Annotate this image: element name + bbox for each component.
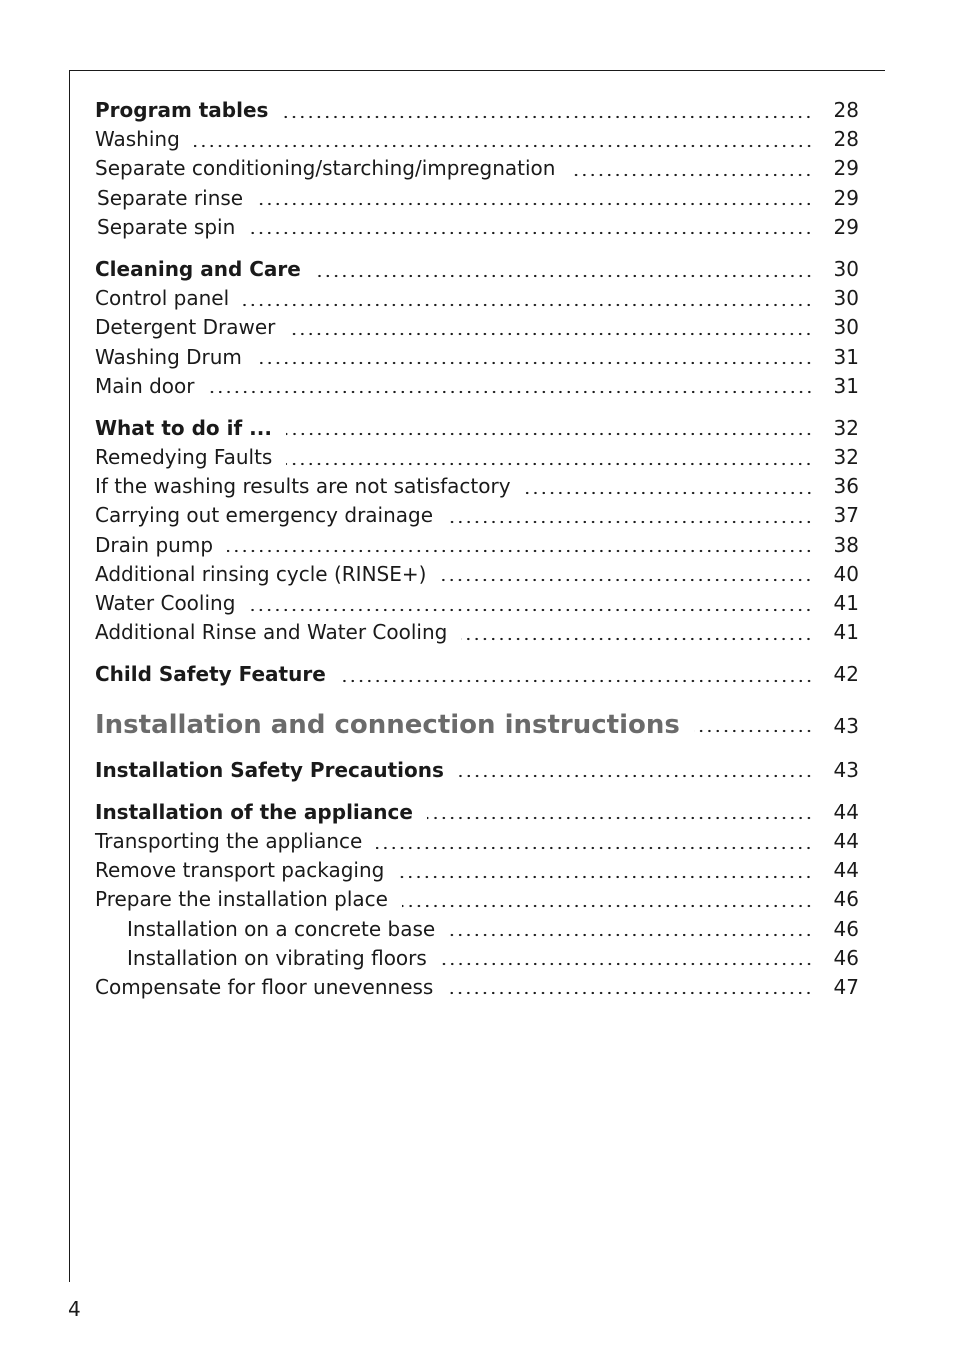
toc-entry-page: 30 (833, 286, 859, 311)
toc-entry[interactable] (95, 125, 859, 154)
toc-entry-page: 46 (833, 916, 859, 941)
toc-entry[interactable] (95, 343, 859, 372)
toc-entry[interactable] (95, 154, 859, 183)
toc-entry-page: 28 (833, 127, 859, 152)
toc-entry-page: 29 (833, 214, 859, 239)
toc-group (95, 96, 859, 242)
toc-entry-page: 31 (833, 373, 859, 398)
toc-entry-page: 40 (833, 561, 859, 586)
toc-entry[interactable] (95, 618, 859, 647)
dot-leader (257, 191, 813, 209)
toc-entry-label: Installation and connection instructions (95, 709, 680, 740)
dot-leader (440, 567, 813, 585)
toc-entry-label: Remove transport packaging (95, 858, 385, 883)
toc-entry-label: Cleaning and Care (95, 256, 301, 281)
toc-group (95, 703, 859, 747)
toc-entry-label: Installation Safety Precautions (95, 757, 444, 782)
toc-entry-label: Separate spin (97, 214, 236, 239)
toc-entry-page: 29 (833, 156, 859, 181)
toc-entry[interactable] (95, 472, 859, 501)
toc-entry-label: Detergent Drawer (95, 315, 276, 340)
dot-leader (209, 379, 814, 397)
toc-entry-page: 43 (833, 757, 859, 782)
toc-entry-label: Additional rinsing cycle (RINSE+) (95, 561, 427, 586)
toc-group (95, 255, 859, 401)
page-number: 4 (68, 1297, 81, 1321)
toc-group (95, 756, 859, 785)
toc-section-heading[interactable] (95, 703, 859, 747)
toc-entry-page: 28 (833, 98, 859, 122)
dot-leader (340, 668, 813, 686)
toc-entry[interactable] (95, 973, 859, 1002)
toc-entry-label: Installation on a concrete base (127, 916, 436, 941)
toc-entry[interactable] (95, 284, 859, 313)
dot-leader (441, 951, 813, 969)
toc-entry-page: 41 (833, 620, 859, 645)
toc-chapter-entry[interactable] (95, 414, 859, 443)
toc-entry[interactable] (95, 531, 859, 560)
toc-entry-label: Transporting the appliance (95, 828, 363, 853)
toc-entry-label: Remedying Faults (95, 445, 273, 470)
table-of-contents (95, 96, 859, 1015)
dot-leader (461, 626, 813, 644)
toc-entry-label: Installation on vibrating floors (127, 945, 427, 970)
toc-chapter-entry[interactable] (95, 756, 859, 785)
toc-entry[interactable] (95, 589, 859, 618)
toc-entry-page: 41 (833, 591, 859, 615)
toc-entry[interactable] (95, 313, 859, 342)
toc-entry[interactable] (95, 885, 859, 914)
dot-leader (569, 162, 813, 180)
dot-leader (525, 480, 813, 498)
dot-leader (243, 292, 813, 310)
toc-entry[interactable] (95, 856, 859, 885)
dot-leader (449, 922, 813, 940)
toc-entry-page: 29 (833, 185, 859, 210)
toc-entry-label: Drain pump (95, 532, 214, 557)
toc-entry[interactable] (95, 560, 859, 589)
dot-leader (194, 133, 813, 151)
toc-entry-page: 36 (833, 474, 859, 499)
toc-entry-page: 32 (833, 445, 859, 470)
dot-leader (447, 980, 813, 998)
toc-entry-label: Child Safety Feature (95, 662, 326, 687)
toc-entry-page: 46 (833, 945, 859, 970)
toc-entry-page: 30 (833, 256, 859, 281)
toc-entry-page: 32 (833, 415, 859, 440)
toc-entry[interactable] (95, 184, 859, 213)
toc-entry[interactable] (95, 915, 859, 944)
frame-top-rule (69, 70, 885, 71)
toc-chapter-entry[interactable] (95, 660, 859, 689)
dot-leader (249, 220, 813, 238)
toc-group (95, 660, 859, 689)
toc-entry-label: Control panel (95, 286, 230, 311)
toc-entry-page: 43 (833, 713, 859, 738)
toc-entry[interactable] (95, 443, 859, 472)
toc-entry[interactable] (95, 501, 859, 530)
dot-leader (398, 864, 813, 882)
toc-entry-page: 31 (833, 344, 859, 369)
toc-chapter-entry[interactable] (95, 798, 859, 827)
toc-entry-label: Separate rinse (97, 185, 244, 210)
toc-entry-label: If the washing results are not satisfactory (95, 474, 511, 499)
toc-entry-label: Washing (95, 127, 180, 152)
toc-entry-label: Water Cooling (95, 591, 236, 615)
dot-leader (256, 350, 813, 368)
toc-entry[interactable] (95, 827, 859, 856)
toc-entry-label: Program tables (95, 98, 269, 122)
toc-entry[interactable] (95, 213, 859, 242)
toc-entry-label: Prepare the installation place (95, 887, 388, 912)
toc-entry-page: 46 (833, 887, 859, 912)
dot-leader (282, 104, 813, 122)
frame-left-rule (69, 70, 70, 1282)
toc-group (95, 798, 859, 1002)
dot-leader (315, 263, 813, 281)
dot-leader (694, 718, 813, 736)
toc-entry-label: Carrying out emergency drainage (95, 503, 434, 528)
toc-chapter-entry[interactable] (95, 96, 859, 125)
dot-leader (286, 451, 813, 469)
toc-entry-label: Separate conditioning/starching/impregnation (95, 156, 556, 181)
dot-leader (249, 597, 813, 615)
toc-entry-label: Compensate for floor unevenness (95, 974, 434, 999)
toc-entry-label: Installation of the appliance (95, 799, 413, 824)
dot-leader (227, 538, 813, 556)
toc-entry-page: 42 (833, 662, 859, 687)
toc-entry-page: 30 (833, 315, 859, 340)
dot-leader (447, 509, 813, 527)
toc-entry-page: 38 (833, 532, 859, 557)
toc-entry-page: 47 (833, 974, 859, 999)
toc-entry-label: Additional Rinse and Water Cooling (95, 620, 448, 645)
toc-entry-label: Washing Drum (95, 344, 242, 369)
toc-entry-page: 44 (833, 828, 859, 853)
dot-leader (427, 805, 813, 823)
toc-entry-label: What to do if ... (95, 415, 272, 440)
dot-leader (458, 763, 813, 781)
toc-chapter-entry[interactable] (95, 255, 859, 284)
toc-entry-page: 44 (833, 858, 859, 883)
dot-leader (376, 835, 813, 853)
dot-leader (289, 321, 813, 339)
toc-entry[interactable] (95, 372, 859, 401)
toc-entry-page: 37 (833, 503, 859, 528)
toc-entry[interactable] (95, 944, 859, 973)
toc-entry-label: Main door (95, 373, 195, 398)
toc-group (95, 414, 859, 648)
dot-leader (286, 421, 813, 439)
toc-entry-page: 44 (833, 799, 859, 824)
dot-leader (402, 893, 813, 911)
